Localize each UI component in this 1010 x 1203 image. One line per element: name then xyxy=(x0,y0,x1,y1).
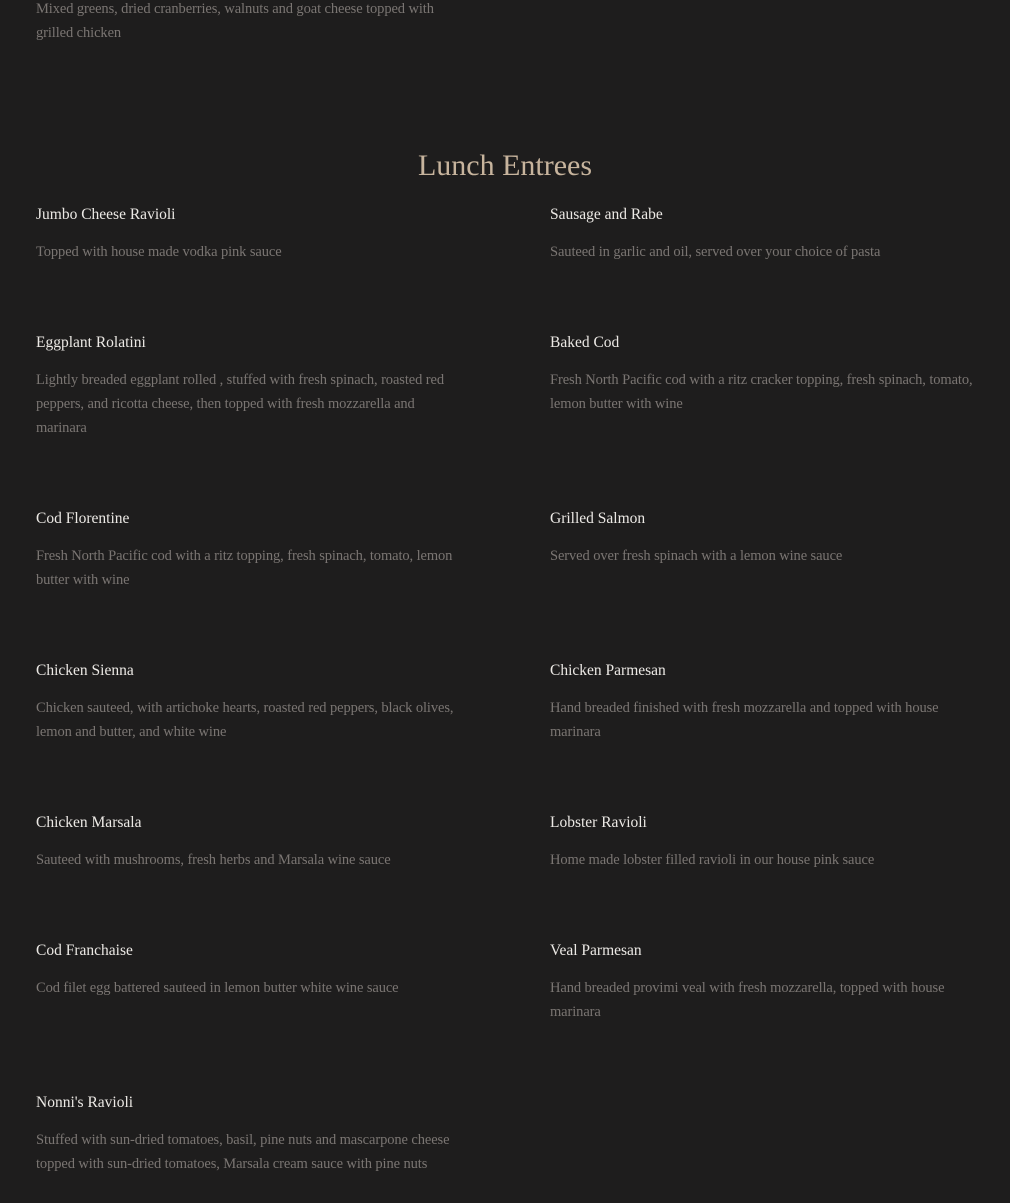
menu-item-chicken-marsala xyxy=(36,812,456,872)
menu-item-name: Sausage and Rabe xyxy=(550,206,663,223)
menu-item-name: Chicken Marsala xyxy=(36,814,142,831)
menu-item-description: Sauteed in garlic and oil, served over your choice of pasta xyxy=(550,244,881,260)
menu-item-chicken-parmesan xyxy=(550,660,974,744)
menu-item-name: Veal Parmesan xyxy=(550,942,642,959)
menu-item-name: Chicken Parmesan xyxy=(550,662,666,679)
menu-item-description: Hand breaded finished with fresh mozzarella and topped with house marinara xyxy=(550,700,939,740)
menu-item-description: Cod filet egg battered sauteed in lemon butter white wine sauce xyxy=(36,980,399,996)
menu-item-sausage-and-rabe xyxy=(550,204,974,264)
menu-item-description: Topped with house made vodka pink sauce xyxy=(36,244,282,260)
menu-item-description: Fresh North Pacific cod with a ritz topping, fresh spinach, tomato, lemon butter with wine xyxy=(36,548,453,588)
section-title-lunch-entrees: Lunch Entrees xyxy=(417,149,593,182)
menu-item-chicken-sienna xyxy=(36,660,456,744)
menu-item-veal-parmesan xyxy=(550,940,974,1024)
menu-item-name: Cod Franchaise xyxy=(36,942,133,959)
menu-item-description: Lightly breaded eggplant rolled , stuffed with fresh spinach, roasted red peppers, and ricotta cheese, then topped with fresh mozzarella and marinara xyxy=(36,372,444,436)
menu-item-name: Grilled Salmon xyxy=(550,510,646,527)
menu-item-name: Baked Cod xyxy=(550,334,620,351)
menu-item-description: Chicken sauteed, with artichoke hearts, roasted red peppers, black olives, lemon and butter, and white wine xyxy=(36,700,454,740)
menu-item-name: Eggplant Rolatini xyxy=(36,334,146,351)
menu-item-name: Chicken Sienna xyxy=(36,662,134,679)
menu-item-jumbo-cheese-ravioli xyxy=(36,204,456,264)
menu-item-baked-cod xyxy=(550,332,974,416)
menu-item-nonnis-ravioli xyxy=(36,1092,456,1176)
menu-item-name: Jumbo Cheese Ravioli xyxy=(36,206,176,223)
menu-item-description: Home made lobster filled ravioli in our house pink sauce xyxy=(550,852,875,868)
menu-item-eggplant-rolatini xyxy=(36,332,456,440)
menu-item-grilled-salmon xyxy=(550,508,974,568)
menu-item-name: Lobster Ravioli xyxy=(550,814,647,831)
menu-item-description: Fresh North Pacific cod with a ritz cracker topping, fresh spinach, tomato, lemon butter with wine xyxy=(550,372,973,412)
menu-item-name: Nonni's Ravioli xyxy=(36,1094,134,1111)
menu-item-description: Hand breaded provimi veal with fresh mozzarella, topped with house marinara xyxy=(550,980,945,1020)
menu-item-cod-florentine xyxy=(36,508,456,592)
menu-item-lobster-ravioli xyxy=(550,812,974,872)
menu-item-name: Cod Florentine xyxy=(36,510,130,527)
menu-item-description: Sauteed with mushrooms, fresh herbs and Marsala wine sauce xyxy=(36,852,391,868)
menu-item-description: Stuffed with sun-dried tomatoes, basil, pine nuts and mascarpone cheese topped with sun-dried tomatoes, Marsala cream sauce with pine nuts xyxy=(36,1132,450,1172)
menu-item-description: Served over fresh spinach with a lemon wine sauce xyxy=(550,548,843,564)
salad-description: Mixed greens, dried cranberries, walnuts and goat cheese topped with grilled chicken xyxy=(36,1,434,41)
menu-item-cod-franchaise xyxy=(36,940,456,1000)
